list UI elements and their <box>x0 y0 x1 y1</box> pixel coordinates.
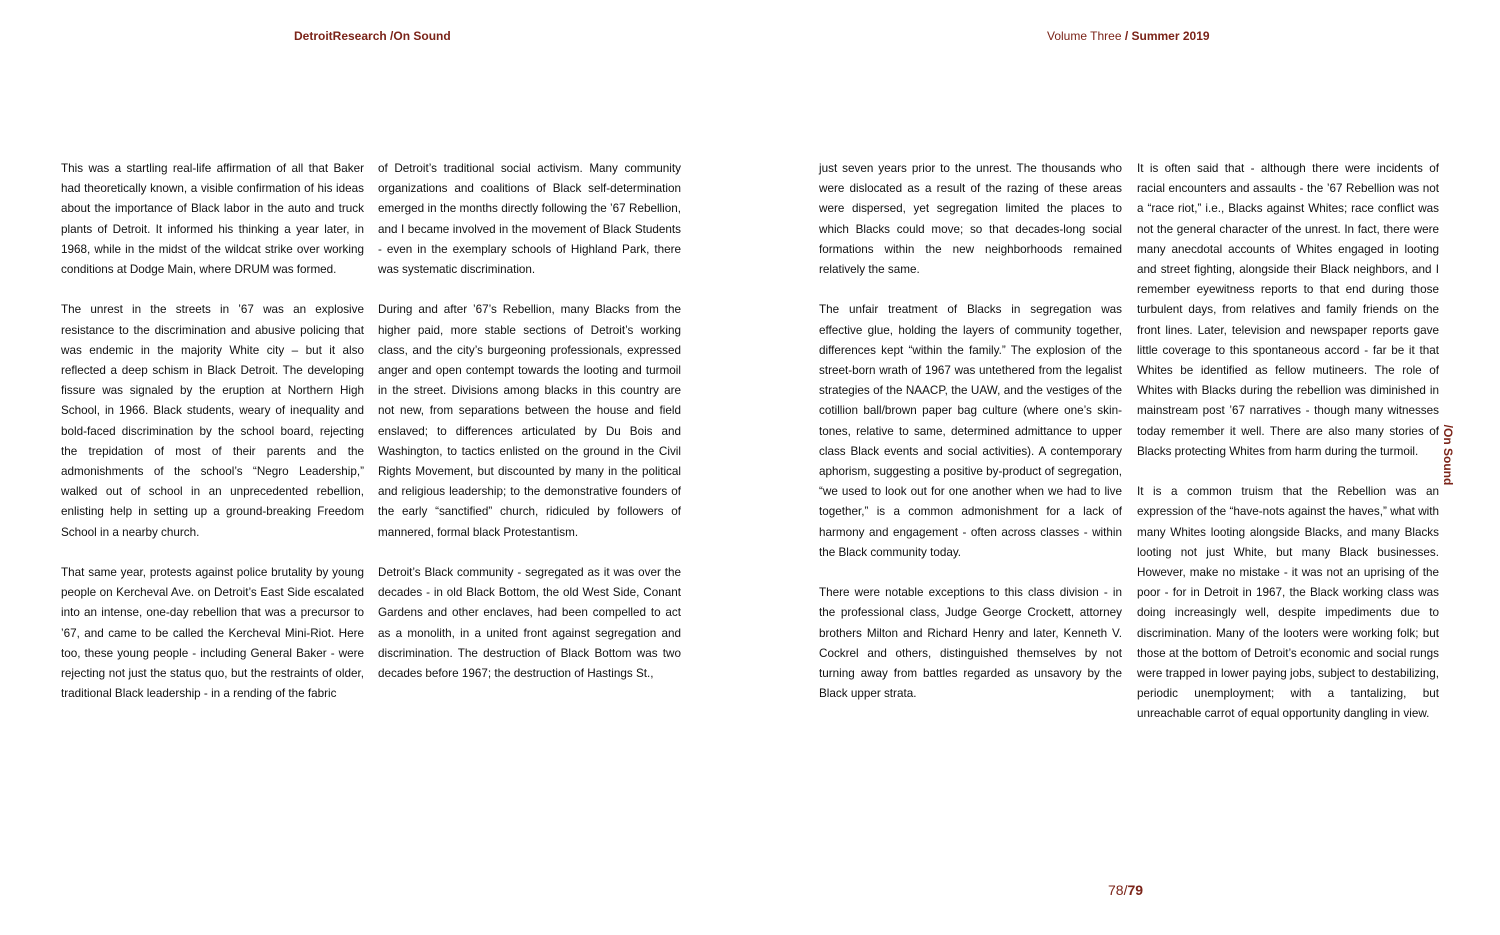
paragraph: It is often said that - although there were incidents of racial encounters and assaults - the ’67 Rebellion was not a “race riot,” i.e., Blacks against Whites; race conflict was not the general character of the unrest. In fact, there were many anecdotal accounts of Whites engaged in looting and street fighting, alongside their Black neighbors, and I remember eyewitness reports to that end during those turbulent days, from relatives and family friends on the front lines. Later, television and newspaper reports gave little coverage to this spontaneous accord - far be it that Whites be identified as fellow mutineers. The role of Whites with Blacks during the rebellion was diminished in mainstream post ’67 narratives - though many witnesses today remember it well. There are also many stories of Blacks protecting Whites from harm during the turmoil. <box>1137 162 1439 458</box>
section-side-label: /On Sound <box>1441 424 1455 486</box>
paragraph: This was a startling real-life affirmation of all that Baker had theoretically known, a visible confirmation of his ideas about the importance of Black labor in the auto and truck plants of Detroit. It informed his thinking a year later, in 1968, while in the midst of the wildcat strike over working conditions at Dodge Main, where DRUM was formed. <box>61 162 364 277</box>
page-number-left: 78/ <box>1108 882 1128 898</box>
page-number-right: 79 <box>1127 882 1144 898</box>
text-column-4 <box>1137 159 1439 745</box>
text-column-3 <box>819 159 1122 725</box>
page-number <box>1108 882 1143 898</box>
paragraph: of Detroit’s traditional social activism. Many community organizations and coalitions of Black self-determination emerged in the months directly following the ’67 Rebellion, and I became involved in the movement of Black Students - even in the exemplary schools of Highland Park, there was systematic discrimination. <box>378 162 681 277</box>
text-column-1 <box>61 159 364 725</box>
header-left-title: DetroitResearch /On Sound <box>294 29 451 43</box>
paragraph: The unrest in the streets in ’67 was an explosive resistance to the discrimination and abusive policing that was endemic in the majority White city – but it also reflected a deep schism in Black Detroit. The developing fissure was signaled by the eruption at Northern High School, in 1966. Black students, weary of inequality and bold-faced discrimination by the school board, rejecting the trepidation of most of their parents and the admonishments of the school’s “Negro Leadership,” walked out of school in an unprecedented rebellion, enlisting help in setting up a ground-breaking Freedom School in a nearby church. <box>61 303 364 539</box>
paragraph: During and after ’67’s Rebellion, many Blacks from the higher paid, more stable sections of Detroit’s working class, and the city’s burgeoning professionals, expressed anger and open contempt towards the looting and turmoil in the street. Divisions among blacks in this country are not new, from separations between the house and field enslaved; to differences articulated by Du Bois and Washington, to tactics enlisted on the ground in the Civil Rights Movement, but discounted by many in the political and religious leadership; to the demonstrative founders of the early “sanctified” church, ridiculed by followers of mannered, formal black Protestantism. <box>378 303 681 539</box>
header-issue-date: / Summer 2019 <box>1124 29 1210 43</box>
paragraph: It is a common truism that the Rebellion was an expression of the “have-nots against the haves,” what with many Whites looting alongside Blacks, and many Blacks looting not just White, but many Black businesses. However, make no mistake - it was not an uprising of the poor - for in Detroit in 1967, the Black working class was doing increasingly well, despite impediments due to discrimination. Many of the looters were working folk; but those at the bottom of Detroit’s economic and social rungs were trapped in lower paying jobs, subject to destabilizing, periodic unemployment; with a tantalizing, but unreachable carrot of equal opportunity dangling in view. <box>1137 485 1439 721</box>
paragraph: That same year, protests against police brutality by young people on Kercheval Ave. on Detroit’s East Side escalated into an intense, one-day rebellion that was a precursor to ’67, and came to be called the Kercheval Mini-Riot. Here too, these young people - including General Baker - were rejecting not just the status quo, but the restraints of older, traditional Black leadership - in a rending of the fabric <box>61 566 364 701</box>
paragraph: just seven years prior to the unrest. The thousands who were dislocated as a result of the razing of these areas were dispersed, yet segregation limited the places to which Blacks could move; so that decades-long social formations within the new neighborhoods remained relatively the same. <box>819 162 1122 277</box>
header-right-issue <box>1047 29 1210 43</box>
paragraph: Detroit’s Black community - segregated as it was over the decades - in old Black Bottom, the old West Side, Conant Gardens and other enclaves, had been compelled to act as a monolith, in a united front against segregation and discrimination. The destruction of Black Bottom was two decades before 1967; the destruction of Hastings St., <box>378 566 681 681</box>
paragraph: There were notable exceptions to this class division - in the professional class, Judge George Crockett, attorney brothers Milton and Richard Henry and later, Kenneth V. Cockrel and others, distinguished themselves by not turning away from battles regarded as unsavory by the Black upper strata. <box>819 586 1122 701</box>
text-column-2 <box>378 159 681 704</box>
paragraph: The unfair treatment of Blacks in segregation was effective glue, holding the layers of community together, differences kept “within the family.” The explosion of the street-born wrath of 1967 was untethered from the legalist strategies of the NAACP, the UAW, and the vestiges of the cotillion ball/brown paper bag culture (where one’s skin-tones, relative to same, determined admittance to upper class Black events and social activities). A contemporary aphorism, suggesting a positive by-product of segregation, “we used to look out for one another when we had to live together,” is a common admonishment for a lack of harmony and engagement - often across classes - within the Black community today. <box>819 303 1122 559</box>
header-volume: Volume Three <box>1047 29 1122 43</box>
